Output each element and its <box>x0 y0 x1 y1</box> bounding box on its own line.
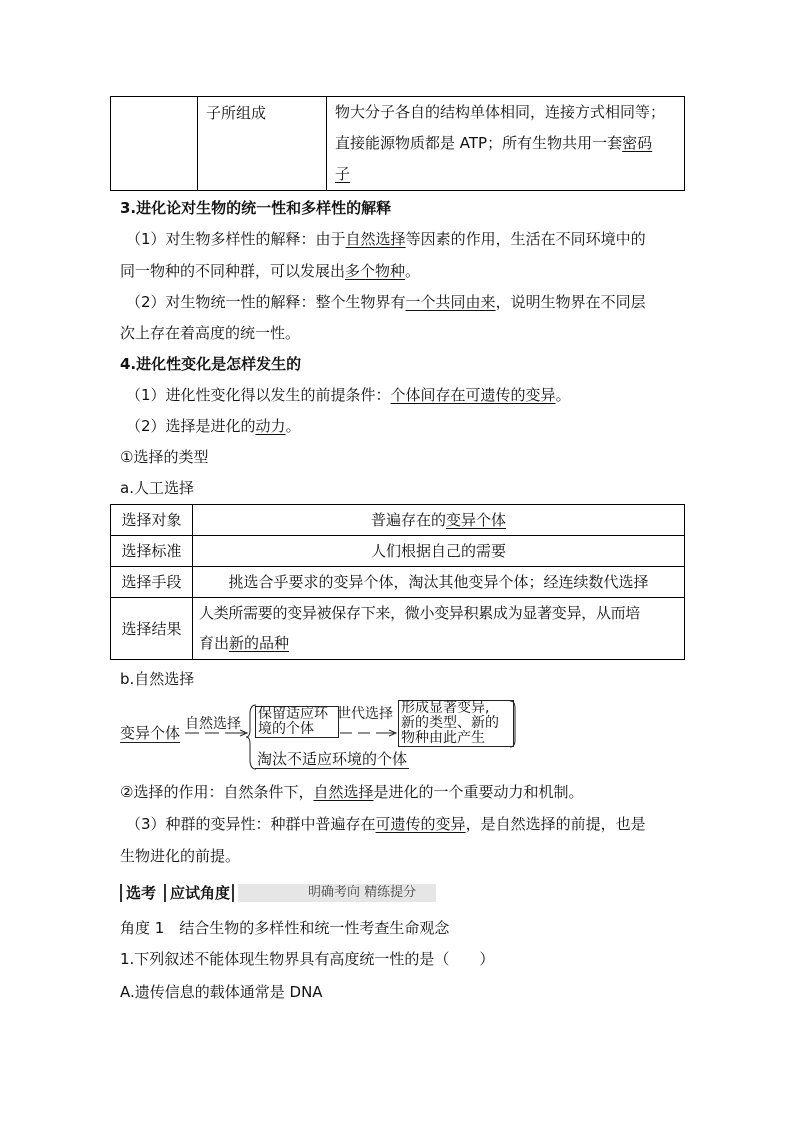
variant-individual-label: 变异个体 <box>120 724 181 742</box>
exam-angle-banner <box>120 882 436 904</box>
row-value: 人们根据自己的需要 <box>193 536 685 567</box>
section-3-heading: 3.进化论对生物的统一性和多样性的解释 <box>120 199 392 217</box>
sec3-p1-line2: 同一物种的不同种群，可以发展出多个物种。 <box>120 262 421 280</box>
sec4-p1: （1）进化性变化得以发生的前提条件：个体间存在可遗传的变异。 <box>126 386 571 404</box>
angle-1-heading: 角度 1 结合生物的多样性和统一性考查生命观念 <box>120 919 450 937</box>
artificial-selection-table <box>110 504 685 660</box>
selection-types-title: ①选择的类型 <box>120 448 209 466</box>
new-species-box: 形成显著变异, 新的类型、新的 物种由此产生 <box>398 700 514 747</box>
question-1: 1.下列叙述不能体现生物界具有高度统一性的是（ ） <box>120 950 495 968</box>
row-value: 挑选合乎要求的变异个体，淘汰其他变异个体；经连续数代选择 <box>193 567 685 598</box>
population-variability-line2: 生物进化的前提。 <box>120 847 241 865</box>
row-label: 选择结果 <box>111 598 193 660</box>
banner-divider <box>164 884 166 902</box>
top-table-col2: 子所组成 <box>198 97 327 191</box>
sec4-p2: （2）选择是进化的动力。 <box>126 417 301 435</box>
top-table-col3: 物大分子各自的结构单体相同，连接方式相同等； 直接能源物质都是 ATP；所有生物共用一套密码 子 <box>327 97 685 191</box>
row-label: 选择标准 <box>111 536 193 567</box>
natural-selection-arrow-label: 自然选择 <box>185 716 241 732</box>
banner-divider <box>120 884 122 902</box>
banner-tag-angle: 应试角度 <box>170 884 231 902</box>
banner-tag-exam: 选考 <box>126 884 157 902</box>
row-label: 选择手段 <box>111 567 193 598</box>
arrow-right-icon <box>340 728 402 738</box>
banner-divider <box>232 884 234 902</box>
option-a: A.遗传信息的载体通常是 DNA <box>120 983 323 1001</box>
row-value: 普遍存在的变异个体 <box>193 505 685 536</box>
section-4-heading: 4.进化性变化是怎样发生的 <box>120 355 302 373</box>
sec3-p2-line1: （2）对生物统一性的解释：整个生物界有一个共同由来，说明生物界在不同层 <box>126 293 646 311</box>
eliminate-unadapted-box: 淘汰不适应环境的个体 <box>257 750 408 768</box>
arrow-right-icon <box>185 728 255 738</box>
top-table-col1 <box>111 97 198 191</box>
artificial-selection-title: a.人工选择 <box>120 479 194 497</box>
row-label: 选择对象 <box>111 505 193 536</box>
banner-subtitle-band: 明确考向 精练提分 <box>238 884 436 902</box>
selection-role: ②选择的作用：自然条件下，自然选择是进化的一个重要动力和机制。 <box>120 783 584 801</box>
sec3-p2-line2: 次上存在着高度的统一性。 <box>120 324 301 342</box>
natural-selection-title: b.自然选择 <box>120 670 195 688</box>
generational-selection-arrow-label: 世代选择 <box>337 706 393 722</box>
sec3-p1-line1: （1）对生物多样性的解释：由于自然选择等因素的作用，生活在不同环境中的 <box>126 230 646 248</box>
right-bracket-icon <box>510 700 518 748</box>
keep-adapted-box: 保留适应环 境的个体 <box>255 706 339 738</box>
top-table <box>110 96 685 191</box>
population-variability-line1: （3）种群的变异性：种群中普遍存在可遗传的变异，是自然选择的前提，也是 <box>126 815 646 833</box>
row-value: 人类所需要的变异被保存下来，微小变异积累成为显著变异，从而培 育出新的品种 <box>193 598 685 660</box>
